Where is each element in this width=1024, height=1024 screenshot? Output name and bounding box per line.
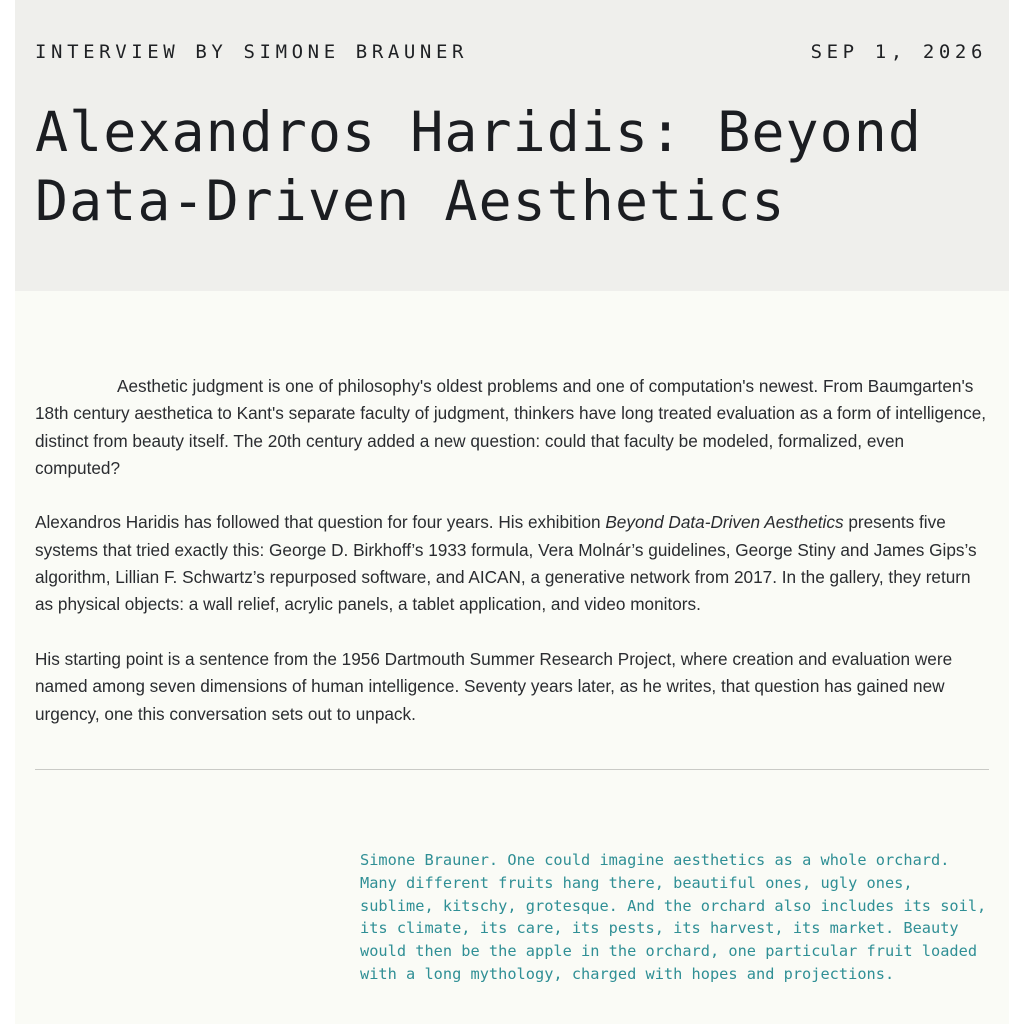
article-header [15,0,1009,291]
intro-paragraph-3: His starting point is a sentence from the 1956 Dartmouth Summer Research Project, where creation and evaluation were named among seven dimensions of human intelligence. Seventy years later, as he writes, that question has gained new urgency, one this conversation sets out to unpack. [35,648,953,724]
interview-question [360,849,990,986]
publish-date: SEP 1, 2026 [810,41,987,63]
exhibition-title: Beyond Data-Driven Aesthetics [605,512,844,533]
intro-paragraph-2 [35,509,991,618]
title-line-2: Data-Driven Aesthetics [35,169,786,233]
intro-section [35,373,991,755]
question-text: One could imagine aesthetics as a whole orchard. Many different fruits hang there, beautiful ones, ugly ones, sublime, kitschy, grotesque. And the orchard also includes its soil, its climate, its care, its pests, its harvest, its market. Beauty would then be the apple in the orchard, one particular fruit loaded with a long mythology, charged with hopes and projections. [360,851,987,983]
article-title [35,98,995,236]
article-body [15,291,1009,1024]
section-divider [35,769,989,770]
intro-paragraph-2-end: presents five systems that tried exactly this: George D. Birkhoff’s 1933 formula, Vera Molnár’s guidelines, George Stiny and James Gips’s algorithm, Lillian F. Schwartz’s repurposed software, and AICAN, a generative network from 2017. In the gallery, they return as physical objects: a wall relief, acrylic panels, a tablet application, and video monitors. [35,512,977,615]
intro-paragraph-1: Aesthetic judgment is one of philosophy's oldest problems and one of computation's newest. From Baumgarten's 18th century aesthetica to Kant's separate faculty of judgment, thinkers have long treated evaluation as a form of intelligence, distinct from beauty itself. The 20th century added a new question: could that faculty be modeled, formalized, even computed? [35,376,987,478]
title-line-1: Alexandros Haridis: Beyond [35,100,922,164]
interviewer-name: Simone Brauner. [360,851,499,869]
intro-paragraph-2-start: Alexandros Haridis has followed that question for four years. His exhibition [35,512,606,533]
article-meta [35,40,987,64]
byline: INTERVIEW BY SIMONE BRAUNER [35,41,469,63]
